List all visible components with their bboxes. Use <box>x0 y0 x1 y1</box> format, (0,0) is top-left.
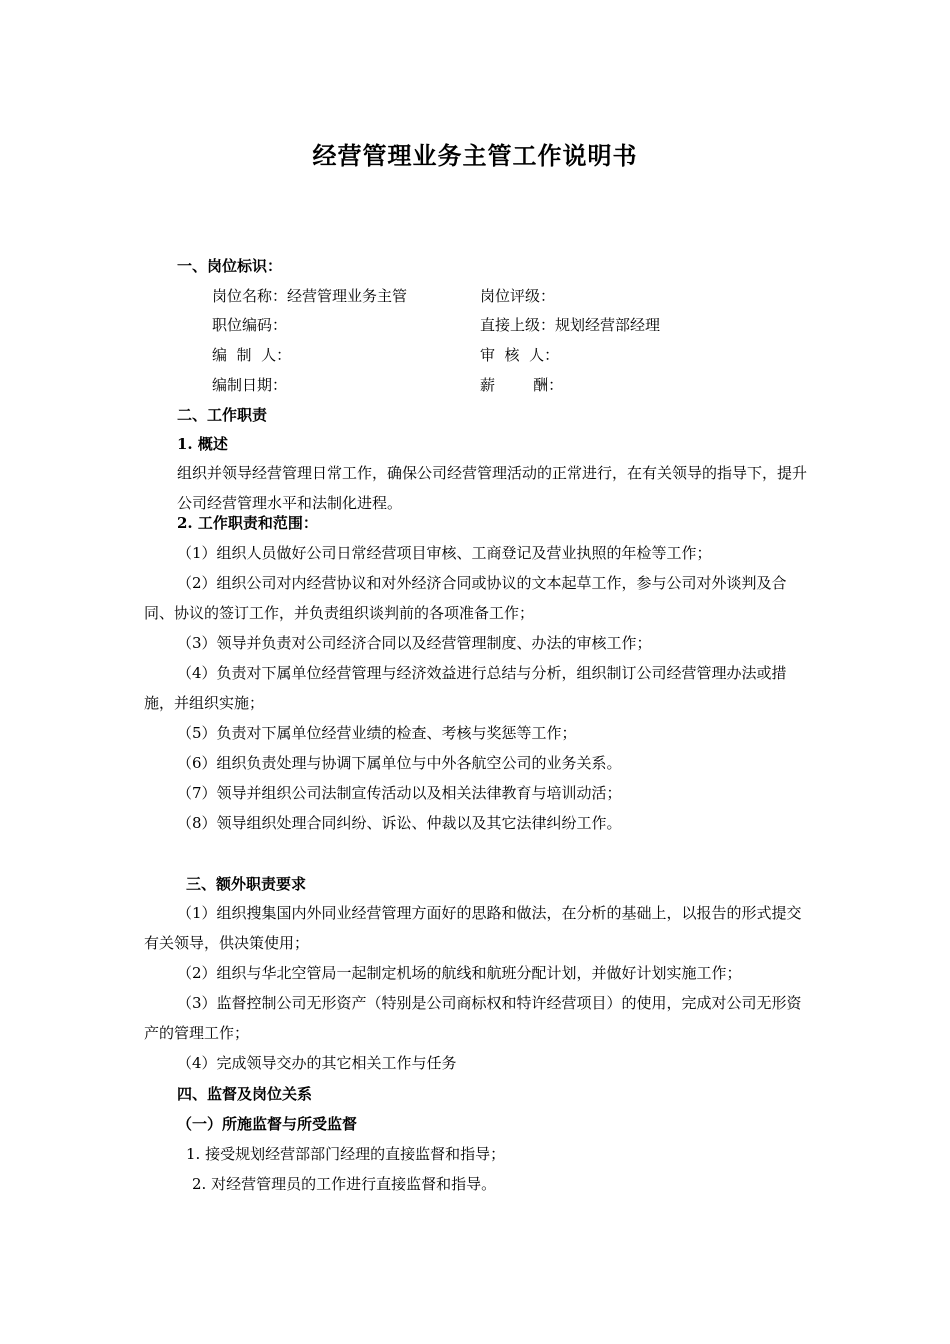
duty-item-7: （7）领导并组织公司法制宣传活动以及相关法律教育与培训动活； <box>177 784 622 802</box>
extra-item-2: （2）组织与华北空管局一起制定机场的航线和航班分配计划，并做好计划实施工作； <box>177 964 742 982</box>
supervision-item-2: 2. 对经营管理员的工作进行直接监督和指导。 <box>192 1175 497 1193</box>
field-position-grade: 岗位评级： <box>480 287 556 305</box>
field-position-name: 岗位名称：经营管理业务主管 <box>212 287 408 305</box>
duty-item-2: （2）组织公司对内经营协议和对外经济合同或协议的文本起草工作，参与公司对外谈判及合同、协议的签订工作，并负责组织谈判前的各项准备工作； <box>144 574 787 622</box>
field-salary: 薪 酬： <box>480 376 564 394</box>
extra-item-1: （1）组织搜集国内外同业经营管理方面好的思路和做法，在分析的基础上，以报告的形式提交有关领导，供决策使用； <box>144 904 802 952</box>
field-direct-superior: 直接上级：规划经营部经理 <box>480 316 661 334</box>
section-heading-extra-duties: 三、额外职责要求 <box>186 875 307 893</box>
field-author: 编 制 人： <box>212 346 292 364</box>
overview-paragraph: 组织并领导经营管理日常工作，确保公司经营管理活动的正常进行，在有关领导的指导下，提升公司经营管理水平和法制化进程。 <box>177 464 808 512</box>
extra-item-4: （4）完成领导交办的其它相关工作与任务 <box>177 1054 457 1072</box>
document-title: 经营管理业务主管工作说明书 <box>312 141 638 170</box>
field-reviewer: 审 核 人： <box>480 346 560 364</box>
subheading-supervision-given-received: （一）所施监督与所受监督 <box>177 1115 358 1133</box>
duty-item-1: （1）组织人员做好公司日常经营项目审核、工商登记及营业执照的年检等工作； <box>177 544 712 562</box>
duty-item-3: （3）领导并负责对公司经济合同以及经营管理制度、办法的审核工作； <box>177 634 652 652</box>
field-date: 编制日期： <box>212 376 288 394</box>
subheading-overview: 1. 概述 <box>177 435 228 453</box>
section-heading-duties: 二、工作职责 <box>177 406 268 424</box>
duty-item-4: （4）负责对下属单位经营管理与经济效益进行总结与分析，组织制订公司经营管理办法或措施，并组织实施； <box>144 664 787 712</box>
subheading-scope: 2. 工作职责和范围： <box>177 514 318 532</box>
supervision-item-1: 1. 接受规划经营部部门经理的直接监督和指导； <box>186 1145 506 1163</box>
section-heading-supervision: 四、监督及岗位关系 <box>177 1085 313 1103</box>
duty-item-8: （8）领导组织处理合同纠纷、诉讼、仲裁以及其它法律纠纷工作。 <box>177 814 622 832</box>
extra-item-3: （3）监督控制公司无形资产（特别是公司商标权和特许经营项目）的使用，完成对公司无形资产的管理工作； <box>144 994 802 1042</box>
duty-item-5: （5）负责对下属单位经营业绩的检查、考核与奖惩等工作； <box>177 724 577 742</box>
section-heading-position-id: 一、岗位标识： <box>177 257 283 275</box>
duty-item-6: （6）组织负责处理与协调下属单位与中外各航空公司的业务关系。 <box>177 754 622 772</box>
field-position-code: 职位编码： <box>212 316 288 334</box>
